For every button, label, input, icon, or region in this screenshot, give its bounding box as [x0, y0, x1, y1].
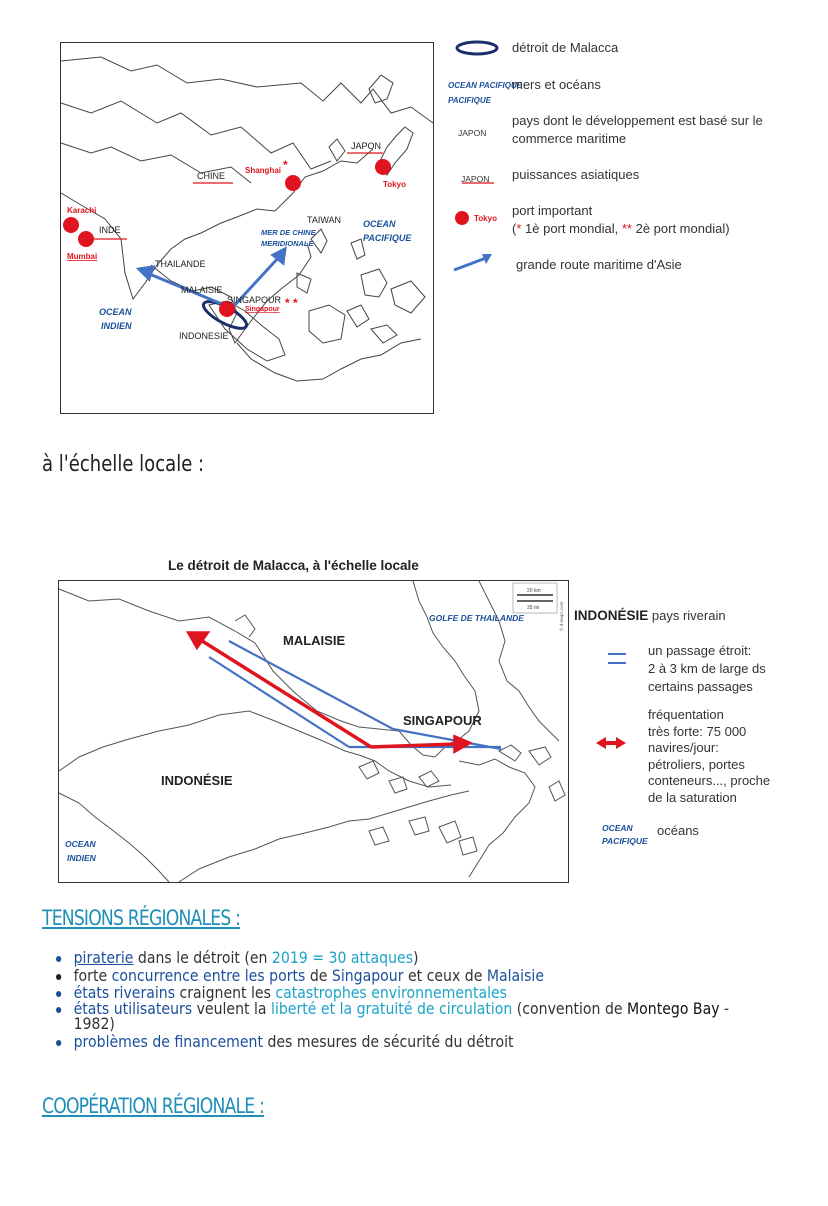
label-golfe: GOLFE DE THAILANDE	[429, 613, 524, 623]
legend2-symbols	[596, 650, 636, 750]
label-ocean-indien-1: OCEAN	[99, 307, 132, 317]
list-item: forte concurrence entre les ports de Singapour et ceux de Malaisie	[56, 966, 544, 985]
label-singapour: SINGAPOUR	[227, 295, 282, 305]
passage-line-south	[209, 657, 349, 747]
label-ocean-indien-local-1: OCEAN	[65, 839, 96, 849]
label-shanghai: Shanghai	[245, 166, 282, 175]
label-singapour-port: Singapour	[245, 306, 280, 313]
legend2-ocean-text: océans	[657, 823, 699, 838]
asia-map	[60, 42, 434, 414]
list-item: piraterie dans le détroit (en 2019 = 30 attaques)	[56, 948, 419, 967]
legend-puissances-text: puissances asiatiques	[512, 167, 640, 182]
traffic-arrow-head-west	[189, 633, 207, 647]
list-item: états riverains craignent les catastrophes environnementales	[56, 983, 507, 1002]
label-inde: INDE	[99, 225, 121, 235]
legend2-passage-text: un passage étroit: 2 à 3 km de large ds certains passages	[648, 643, 766, 694]
label-malaisie-local: MALAISIE	[283, 633, 346, 648]
bullet-icon	[56, 956, 61, 962]
label-taiwan: TAIWAN	[307, 215, 341, 225]
label-ocean-indien-2: INDIEN	[101, 321, 132, 331]
traffic-arrow-head-east	[455, 737, 469, 751]
label-mumbai: Mumbai	[67, 252, 98, 261]
traffic-arrow-line	[199, 639, 371, 747]
label-mer-chine-1: MER DE CHINE	[261, 228, 316, 237]
legend-port-icon	[455, 211, 469, 225]
legend-japon-key-2: JAPON	[461, 174, 490, 184]
legend-ellipse-icon	[457, 42, 497, 54]
port-karachi-dot	[63, 217, 79, 233]
label-japon: JAPON	[351, 141, 382, 151]
port-shanghai-dot	[285, 175, 301, 191]
legend-route-icon	[454, 258, 486, 270]
legend-malacca-text: détroit de Malacca	[512, 40, 619, 55]
cooperation-title: COOPÉRATION RÉGIONALE :	[42, 1094, 264, 1118]
list-item: états utilisateurs veulent la liberté et la gratuité de circulation (convention de Montego Bay -	[56, 999, 729, 1018]
malacca-map-drawing	[59, 581, 568, 882]
label-ocean-pacifique-1: OCEAN	[363, 219, 396, 229]
label-thailande: THAILANDE	[155, 259, 206, 269]
legend1-symbols	[440, 38, 523, 288]
legend2-ocean-key: OCEAN PACIFIQUE	[602, 823, 648, 846]
list-item-continuation: 1982)	[73, 1014, 115, 1033]
malacca-map	[58, 580, 569, 883]
port-tokyo-dot	[375, 159, 391, 175]
label-karachi: Karachi	[67, 206, 97, 215]
scale-top-label: 20 km	[527, 588, 541, 594]
map2-title: Le détroit de Malacca, à l'échelle locale	[168, 558, 419, 573]
label-malaisie: MALAISIE	[181, 285, 223, 295]
legend-ocean-key-1: OCEAN PACIFIQUE	[448, 81, 523, 90]
bullet-icon	[56, 991, 61, 997]
legend-port-text: port important	[512, 203, 593, 218]
tensions-title: TENSIONS RÉGIONALES :	[42, 906, 241, 930]
legend-port-key: Tokyo	[474, 214, 497, 223]
label-indonesie-local: INDONÉSIE	[161, 773, 233, 788]
legend-route-text: grande route maritime d'Asie	[516, 257, 682, 272]
label-ocean-pacifique-2: PACIFIQUE	[363, 233, 412, 243]
legend-mers-text: mers et océans	[512, 77, 601, 92]
scale-bottom-label: 35 mi	[527, 605, 540, 611]
label-ocean-indien-local-2: INDIEN	[67, 853, 96, 863]
bullet-icon	[56, 974, 61, 980]
legend-ocean-key-2: PACIFIQUE	[448, 96, 491, 105]
legend-port-note: (* 1è port mondial, ** 2è port mondial)	[512, 221, 730, 236]
legend-japon-key-1: JAPON	[458, 128, 487, 138]
route-west-arrowhead	[139, 267, 153, 279]
bullet-icon	[56, 1007, 61, 1013]
label-chine: CHINE	[197, 171, 226, 181]
local-scale-heading: à l'échelle locale :	[42, 452, 205, 477]
label-mer-chine-2: MERIDIONALE	[261, 239, 314, 248]
label-singapour-local: SINGAPOUR	[403, 713, 482, 728]
legend2-frequentation-text: fréquentation très forte: 75 000 navires/jour: pétroliers, portes conteneurs..., proche de la saturation	[648, 707, 771, 805]
legend-pays-text: pays dont le développement est basé sur le commerce maritime	[512, 113, 763, 146]
bullet-icon	[56, 1040, 61, 1046]
legend-traffic-icon	[596, 737, 626, 749]
legend2-riverain: INDONÉSIE pays riverain	[574, 608, 726, 623]
list-item: problèmes de financement des mesures de sécurité du détroit	[56, 1032, 514, 1051]
asia-map-drawing	[61, 43, 433, 413]
label-star1: *	[283, 158, 288, 172]
label-star2: * *	[285, 296, 298, 310]
label-tokyo: Tokyo	[383, 180, 406, 189]
label-indonesie: INDONESIE	[179, 331, 229, 341]
map-credit: © d-maps.com	[559, 601, 564, 631]
